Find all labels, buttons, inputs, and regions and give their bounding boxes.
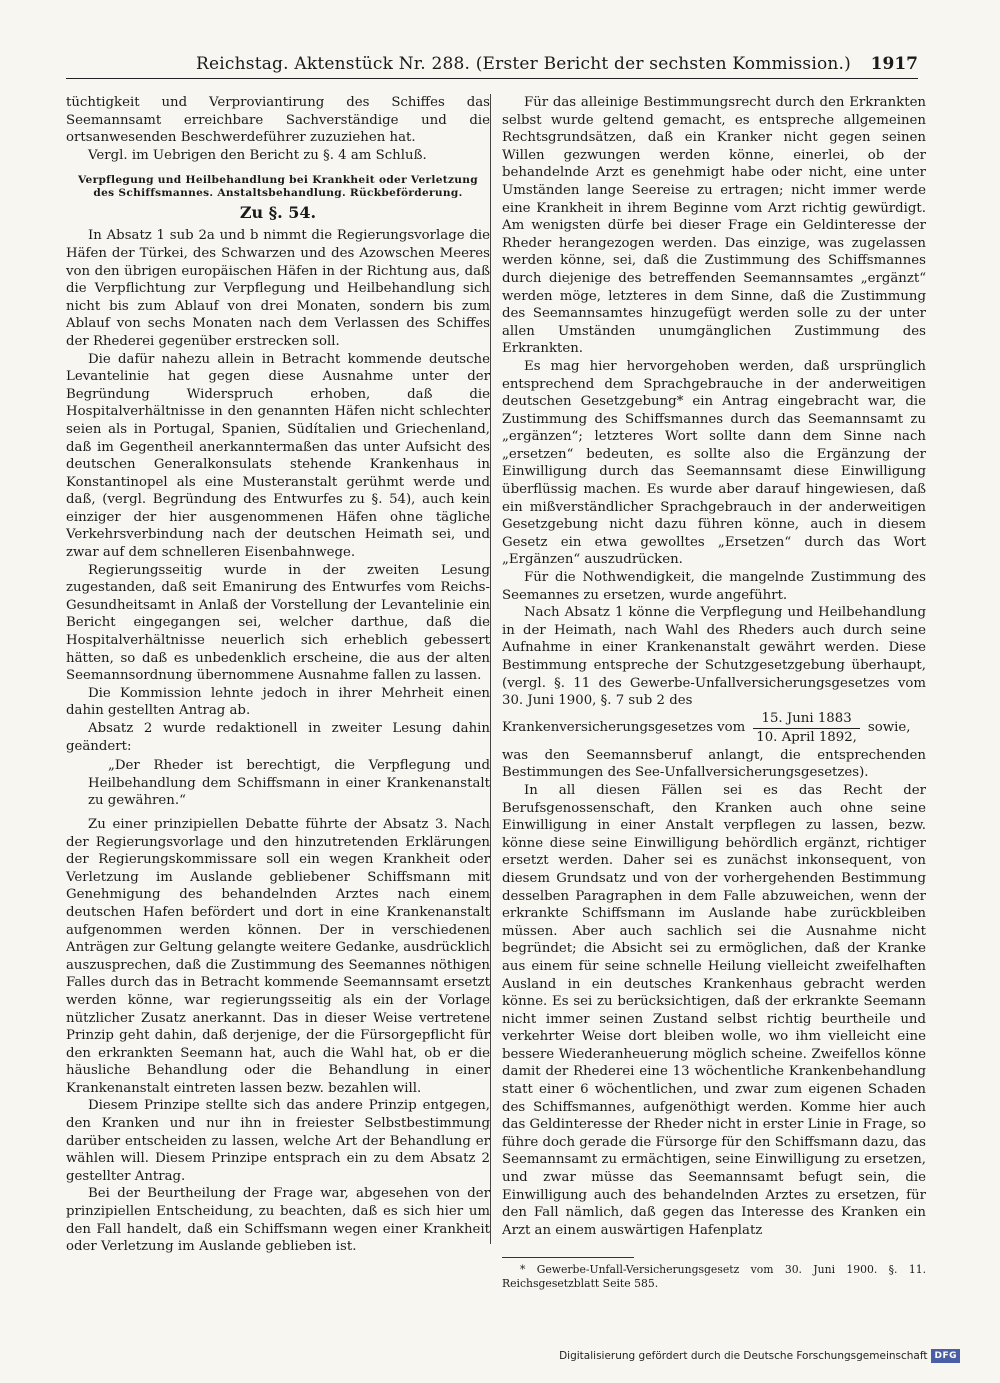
paragraph: Die Kommission lehnte jedoch in ihrer Mehrheit einen dahin gestellten Antrag ab. <box>66 685 490 719</box>
digitization-credit <box>559 1347 960 1365</box>
paragraph: Absatz 2 wurde redaktionell in zweiter Lesung dahin geändert: <box>66 721 490 754</box>
fraction-numerator: 15. Juni 1883 <box>753 710 860 729</box>
paragraph: Für die Nothwendigkeit, die mangelnde Zustimmung des Seemannes zu ersetzen, wurde angeführt. <box>502 570 926 603</box>
section-title: Zu §. 54. <box>239 203 317 223</box>
fraction-line <box>502 710 926 747</box>
fraction-suffix: sowie, <box>867 720 911 736</box>
paragraph: Für das alleinige Bestimmungsrecht durch den Erkrankten selbst wurde geltend gemacht, es entspreche allgemeinen Rechtsgrundsätzen, daß ein Kranker nicht gegen seinen Willen gezwungen werden könne, einerlei, ob der behandelnde Arzt es genehmigt habe oder nicht, eine unter Umständen lange Seereise zu ertragen; nicht immer werde eine Krankheit in ihrem Beginne vom Arzt richtig gewürdigt. Am wenigsten dürfe bei dieser Frage ein Geldinteresse der Rheder herangezogen werden. Das einzige, was zugelassen werden könne, sei, daß die Zustimmung des Schiffsmannes durch diejenige des betreffenden Seemannsamtes „ergänzt“ werden möge, letzteres in dem Sinne, daß die Zustimmung des Seemannsamtes hinzugefügt werden solle zu der unter allen Umständen unumgänglichen Zustimmung des Erkrankten. <box>502 95 926 357</box>
paragraph: In all diesen Fällen sei es das Recht der Berufsgenossenschaft, den Kranken auch ohne seine Einwilligung in einer Anstalt verpflegen zu lassen, bezw. könne diese seine Einwilligung behördlich ergänzt, richtiger ersetzt werden. Daher sei es zunächst inkonsequent, von diesem Grundsatz und von der vorhergehenden Bestimmung desselben Paragraphen in dem Falle abzuweichen, wenn der erkrankte Schiffsmann im Auslande habe zurückbleiben müssen. Aber auch sachlich sei die Ausnahme nicht begründet; die Absicht sei zu ermöglichen, daß der Kranke aus einem für seine schnelle Heilung vielleicht zweifelhaften Ausland in ein deutsches Krankenhaus gebracht werden könne. Es sei zu berücksichtigen, daß der erkrankte Seemann nicht immer seinen Zustand selbst richtig beurtheile und verkehrter Weise dort bleiben wolle, wo ihm vielleicht eine bessere Wiederanheuerung möglich scheine. Zweifellos könne damit der Rhederei eine 13 wöchentliche Krankenbehandlung statt einer 6 wöchentlichen, und zwar zum eigenen Schaden des Schiffsmannes, aufgenöthigt werden. Komme hier auch das Geldinteresse der Rheder nicht in erster Linie in Frage, so führe doch gerade die Fürsorge für den Schiffsmann dazu, das Seemannsamt zu ermächtigen, seine Einwilligung zu ersetzen, und zwar müsse das Seemannsamt befugt sein, die Einwilligung auch des behandelnden Arztes zu ersetzen, für den Fall nämlich, daß gegen das Interesse des Kranken ein Arzt an einem auswärtigen Hafenplatz <box>502 782 926 1238</box>
block-quote <box>66 757 490 810</box>
paragraph: Nach Absatz 1 könne die Verpflegung und Heilbehandlung in der Heimath, nach Wahl des Rheders auch durch seine Aufnahme in einer Krankenanstalt gewährt werden. Diese Bestimmung entspreche der Schutzgesetzgebung überhaupt, (vergl. §. 11 des Gewerbe-Unfallversicherungsgesetzes vom 30. Juni 1900, §. 7 sub 2 des <box>502 605 926 709</box>
page-header <box>66 52 918 76</box>
paragraph: tüchtigkeit und Verproviantirung des Schiffes das Seemannsamt erreichbare Sachverständige und die ortsanwesenden Beschwerdeführer zuzuziehen hat. <box>66 95 490 146</box>
paragraph: Diesem Prinzipe stellte sich das andere Prinzip entgegen, den Kranken und nur ihn in freiester Selbstbestimmung darüber entscheiden zu lassen, welche Art der Behandlung er wählen will. Diesem Prinzipe entsprach ein zu dem Absatz 2 gestellter Antrag. <box>66 1098 490 1184</box>
footnote <box>502 1263 926 1291</box>
right-column <box>502 94 926 1291</box>
page-number: 1917 <box>870 54 918 74</box>
footnote-text: * Gewerbe-Unfall-Versicherungsgesetz vom 30. Juni 1900. §. 11. Reichsgesetzblatt Seite 585. <box>502 1263 926 1291</box>
paragraph: Vergl. im Uebrigen den Bericht zu §. 4 am Schluß. <box>88 147 427 163</box>
paragraph: In Absatz 1 sub 2a und b nimmt die Regierungsvorlage die Häfen der Türkei, des Schwarzen und des Azowschen Meeres von den übrigen europäischen Häfen in der Richtung aus, daß die Verpflichtung zur Verpflegung und Heilbehandlung sich nicht bis zum Ablauf von drei Monaten, sondern bis zum Ablauf von sechs Monaten nach dem Verlassen des Schiffes der Rhederei gegenüber erstrecken soll. <box>66 228 490 349</box>
fraction-prefix: Krankenversicherungsgesetzes vom <box>502 720 746 736</box>
section-subheading: Verpflegung und Heilbehandlung bei Krankheit oder Verletzung des Schiffsmannes. Anstaltsbehandlung. Rückbeförderung. <box>78 174 478 200</box>
fraction-denominator: 10. April 1892, <box>756 729 857 745</box>
credit-text: Digitalisierung gefördert durch die Deutsche Forschungsgemeinschaft <box>559 1350 928 1362</box>
date-fraction <box>753 710 860 747</box>
footnote-rule <box>502 1257 634 1258</box>
running-title: Reichstag. Aktenstück Nr. 288. (Erster Bericht der sechsten Kommission.) <box>196 54 851 74</box>
paragraph: Zu einer prinzipiellen Debatte führte der Absatz 3. Nach der Regierungsvorlage und den hinzutretenden Erklärungen der Regierungskommissare soll ein wegen Krankheit oder Verletzung im Auslande gebliebener Schiffsmann mit Genehmigung des behandelnden Arztes nach einem deutschen Hafen befördert und dort in eine Krankenanstalt aufgenommen werden können. Der in verschiedenen Anträgen zur Geltung gelangte weitere Gedanke, ausdrücklich auszusprechen, daß die Zustimmung des Seemannes nöthigen Falles durch das in Betracht kommende Seemannsamt ersetzt werden könne, war regierungsseitig als ein der Vorlage nützlicher Zusatz anerkannt. Das in dieser Weise vertretene Prinzip geht dahin, daß derjenige, der die Fürsorgepflicht für den erkrankten Seemann hat, auch die Wahl hat, ob er die häusliche Behandlung oder die Behandlung in einer Krankenanstalt eintreten lassen bezw. bezahlen will. <box>66 816 490 1096</box>
paragraph: Es mag hier hervorgehoben werden, daß ursprünglich entsprechend dem Sprachgebrauche in der anderweitigen deutschen Gesetzgebung* ein Antrag eingebracht war, die Zustimmung des Schiffsmannes durch das Seemannsamt zu „ergänzen“; letzteres Wort sollte dann dem Sinne nach „ersetzen“ bedeuten, es sollte also die Ergänzung der Einwilligung durch das Seemannsamt diese Einwilligung überflüssig machen. Es wurde aber darauf hingewiesen, daß ein mißverständlicher Sprachgebrauch in der anderweitigen Gesetzgebung nicht dazu führen könne, auch in diesem Gesetz ein etwa gewolltes „Ersetzen“ durch das Wort „Ergänzen“ auszudrücken. <box>502 358 926 568</box>
paragraph: Bei der Beurtheilung der Frage war, abgesehen von der prinzipiellen Entscheidung, zu beachten, daß es sich hier um den Fall handelt, daß ein Schiffsmann wegen einer Krankheit oder Verletzung im Auslande geblieben ist. <box>66 1186 490 1255</box>
paragraph: Regierungsseitig wurde in der zweiten Lesung zugestanden, daß seit Emanirung des Entwurfes vom Reichs-Gesundheitsamt in Anlaß der Vorstellung der Levantelinie ein Bericht eingegangen sei, welcher darthue, daß die Hospitalverhältnisse neuerlich sich erheblich gebessert hätten, so daß es unbedenklich erscheine, die aus der alten Seemannsordnung übernommene Ausnahme fallen zu lassen. <box>66 562 490 684</box>
dfg-logo-icon: DFG <box>931 1349 960 1363</box>
paragraph: was den Seemannsberuf anlangt, die entsprechenden Bestimmungen des See-Unfallversicherungsgesetzes). <box>502 747 926 781</box>
left-column <box>66 94 490 1256</box>
header-rule <box>66 78 918 79</box>
column-divider <box>490 94 491 1244</box>
paragraph: Die dafür nahezu allein in Betracht kommende deutsche Levantelinie hat gegen diese Ausnahme unter der Begründung Widerspruch erhoben, daß die Hospitalverhältnisse in den genannten Häfen nicht schlechter seien als in Portugal, Spanien, Südítalien und Griechenland, daß im Gegentheil anerkanntermaßen das unter Aufsicht des deutschen Generalkonsulats stehende Krankenhaus in Konstantinopel als eine Musteranstalt gerühmt werde und daß, (vergl. Begründung des Entwurfes zu §. 54), auch kein einziger der hier ausgenommenen Häfen ohne tägliche Verkehrsverbindung nach der deutschen Heimath sei, und zwar auf dem schnelleren Eisenbahnwege. <box>66 351 490 561</box>
quote-text: „Der Rheder ist berechtigt, die Verpflegung und Heilbehandlung dem Schiffsmann in einer Krankenanstalt zu gewähren.“ <box>88 758 490 809</box>
